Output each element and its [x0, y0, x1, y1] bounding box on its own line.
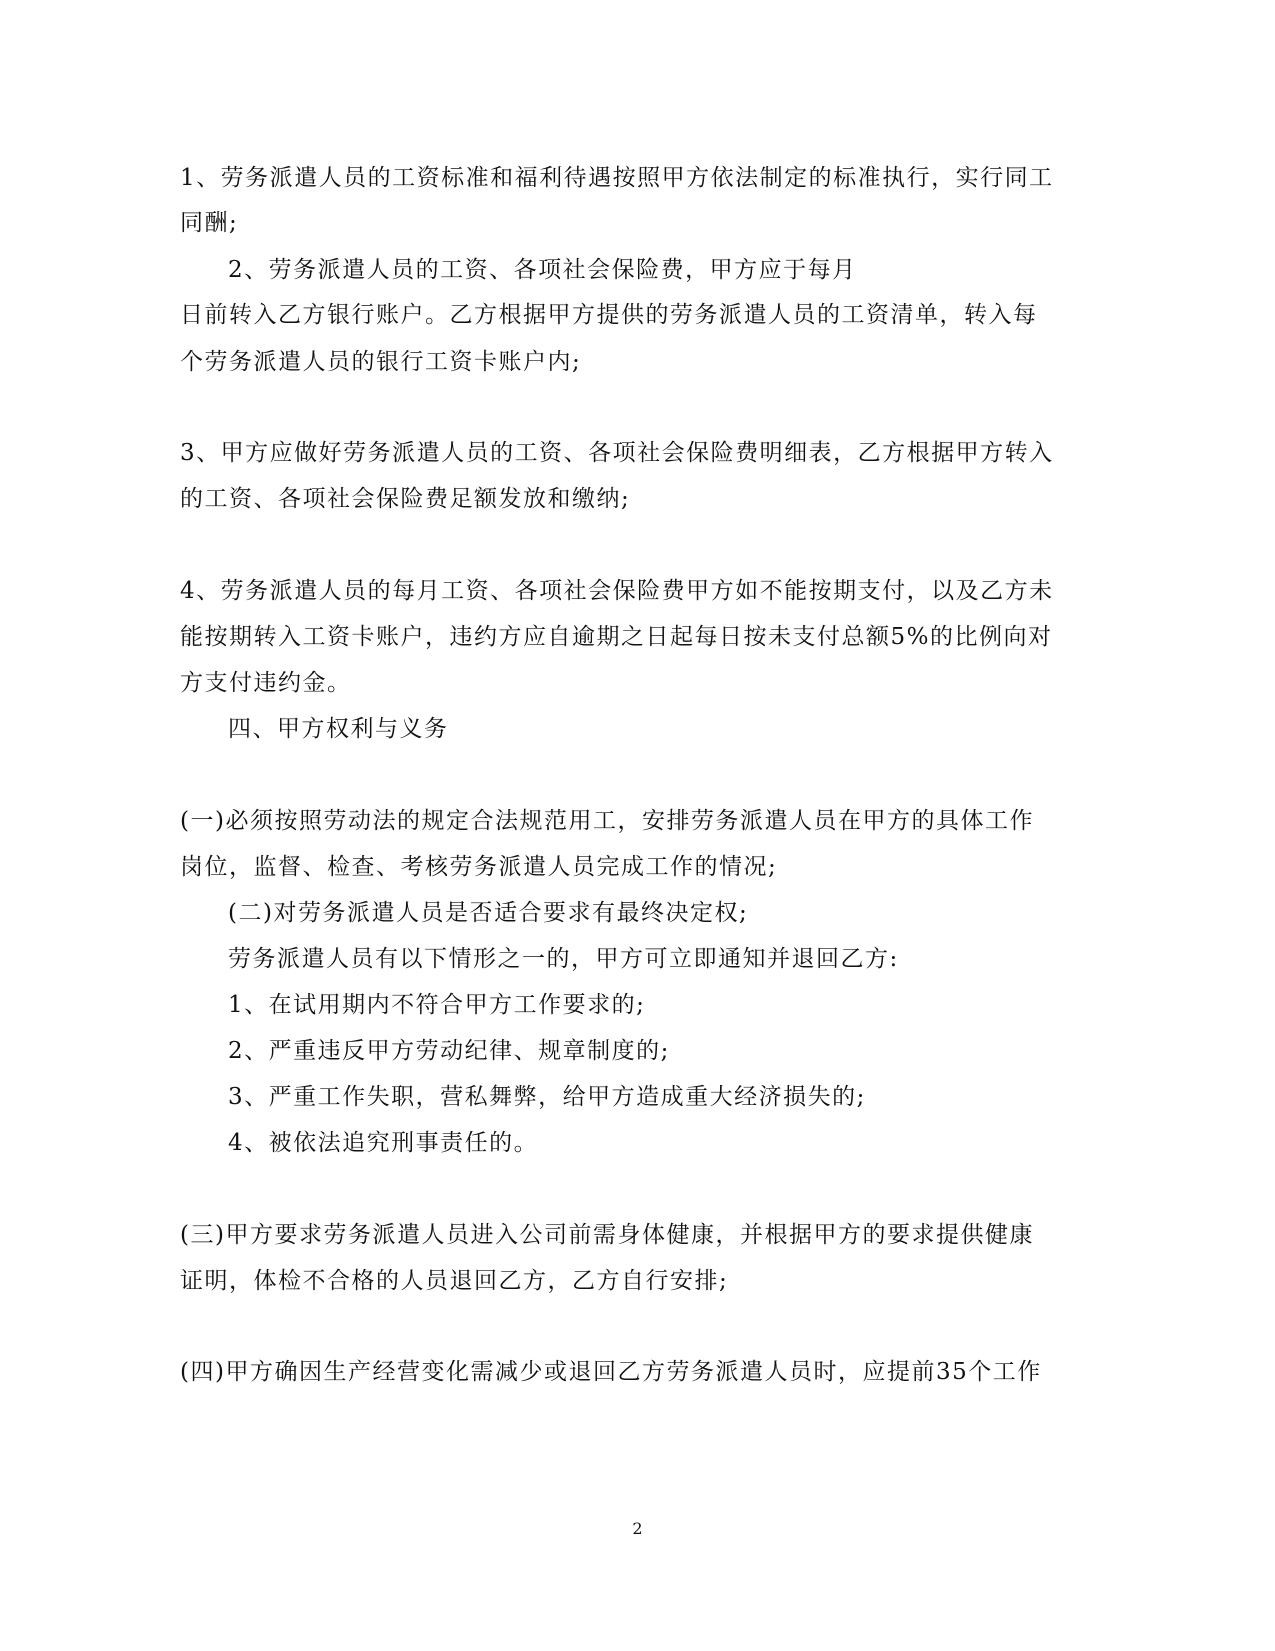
text-line: 4、劳务派遣人员的每月工资、各项社会保险费甲方如不能按期支付，以及乙方未 — [180, 578, 1054, 604]
text-line: 劳务派遣人员有以下情形之一的，甲方可立即通知并退回乙方: — [228, 946, 899, 972]
text-line: 3、甲方应做好劳务派遣人员的工资、各项社会保险费明细表，乙方根据甲方转入 — [180, 440, 1054, 466]
list-item: 3、严重工作失职，营私舞弊，给甲方造成重大经济损失的; — [228, 1084, 866, 1110]
text-line: 能按期转入工资卡账户，违约方应自逾期之日起每日按未支付总额5%的比例向对 — [180, 624, 1053, 650]
text-line: 同酬; — [180, 210, 239, 236]
text-line: 2、劳务派遣人员的工资、各项社会保险费，甲方应于每月 — [228, 257, 857, 283]
text-line: (二)对劳务派遣人员是否适合要求有最终决定权; — [228, 900, 749, 926]
text-line: (四)甲方确因生产经营变化需减少或退回乙方劳务派遣人员时，应提前35个工作 — [180, 1359, 1042, 1385]
list-item: 4、被依法追究刑事责任的。 — [228, 1130, 539, 1156]
text-line: 个劳务派遣人员的银行工资卡账户内; — [180, 349, 582, 375]
list-item: 2、严重违反甲方劳动纪律、规章制度的; — [228, 1038, 670, 1064]
text-line: 1、劳务派遣人员的工资标准和福利待遇按照甲方依法制定的标准执行，实行同工 — [180, 165, 1054, 191]
text-line: 证明，体检不合格的人员退回乙方，乙方自行安排; — [180, 1268, 729, 1294]
section-heading: 四、甲方权利与义务 — [228, 716, 449, 742]
list-item: 1、在试用期内不符合甲方工作要求的; — [228, 992, 646, 1018]
text-line: 日前转入乙方银行账户。乙方根据甲方提供的劳务派遣人员的工资清单，转入每 — [180, 302, 1038, 328]
text-line: 方支付违约金。 — [180, 670, 352, 696]
text-line: (三)甲方要求劳务派遣人员进入公司前需身体健康，并根据甲方的要求提供健康 — [180, 1222, 1034, 1248]
text-line: 岗位，监督、检查、考核劳务派遣人员完成工作的情况; — [180, 854, 778, 880]
page-number: 2 — [632, 1519, 643, 1538]
text-line: 的工资、各项社会保险费足额发放和缴纳; — [180, 486, 631, 512]
text-line: (一)必须按照劳动法的规定合法规范用工，安排劳务派遣人员在甲方的具体工作 — [180, 808, 1034, 834]
